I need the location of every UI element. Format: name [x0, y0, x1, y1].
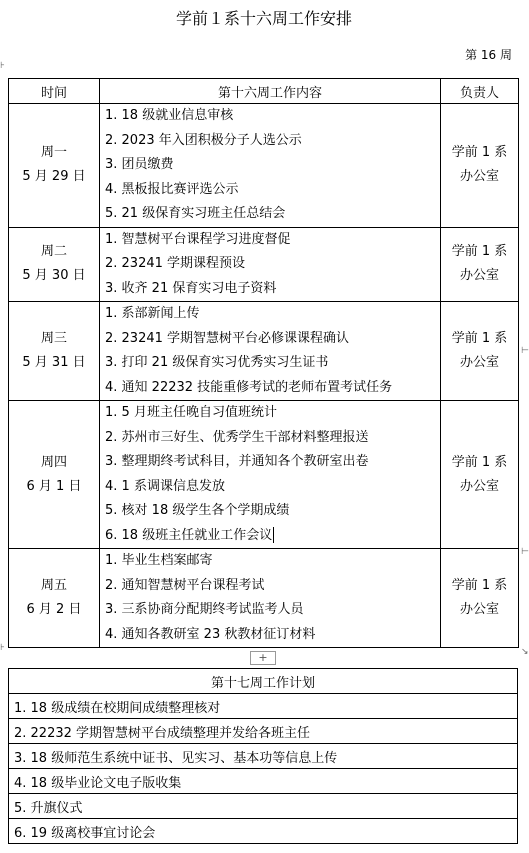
plan-item[interactable]: 6. 19 级离校事宜讨论会 — [9, 819, 518, 844]
owner-cell[interactable] — [441, 549, 519, 648]
day-name: 周五 — [40, 578, 67, 593]
task-item: 2. 23241 学期智慧树平台必修课课程确认 — [105, 330, 350, 346]
task-item: 3. 收齐 21 保育实习电子资料 — [105, 280, 277, 296]
schedule-row-thursday — [9, 401, 519, 549]
plan-item[interactable]: 2. 22232 学期智慧树平台成绩整理并发给各班主任 — [9, 719, 518, 744]
task-item: 5. 21 级保育实习班主任总结会 — [105, 206, 286, 221]
task-item: 3. 三系协商分配期终考试监考人员 — [105, 602, 304, 617]
column-header-owner: 负责人 — [441, 79, 519, 104]
schedule-row-monday — [9, 104, 519, 228]
task-item: 1. 5 月班主任晚自习值班统计 — [105, 405, 277, 420]
tasks-cell[interactable] — [100, 549, 441, 648]
task-item: 1. 毕业生档案邮寄 — [105, 553, 213, 568]
column-resize-handle-icon[interactable]: ⊢ — [521, 547, 529, 557]
tasks-cell[interactable] — [100, 401, 441, 549]
column-header-content: 第十六周工作内容 — [100, 79, 441, 104]
owner-line: 办公室 — [459, 268, 499, 284]
day-date: 5 月 29 日 — [22, 169, 86, 185]
task-item: 2. 苏州市三好生、优秀学生干部材料整理报送 — [105, 429, 369, 445]
table-move-handle-icon[interactable]: ⊦ — [0, 643, 5, 653]
task-item: 4. 1 系调课信息发放 — [105, 478, 225, 494]
owner-line: 办公室 — [459, 355, 499, 370]
day-cell[interactable] — [9, 227, 100, 302]
table-move-handle-icon[interactable]: ⊦ — [0, 61, 5, 71]
task-item: 4. 黑板报比赛评选公示 — [105, 181, 239, 197]
task-item: 1. 智慧树平台课程学习进度督促 — [105, 231, 291, 247]
owner-line: 学前 1 系 — [451, 244, 508, 260]
text-cursor — [273, 527, 274, 543]
task-item: 4. 通知 22232 技能重修考试的老师布置考试任务 — [105, 379, 393, 395]
task-item: 5. 核对 18 级学生各个学期成绩 — [105, 503, 290, 518]
task-text: 6. 18 级班主任就业工作会议 — [105, 527, 273, 543]
owner-line: 学前 1 系 — [451, 145, 508, 161]
task-item: 4. 通知各教研室 23 秋教材征订材料 — [105, 626, 316, 642]
table-resize-handle-icon[interactable]: ↘ — [521, 647, 529, 657]
day-cell[interactable] — [9, 401, 100, 549]
owner-line: 办公室 — [459, 169, 499, 185]
owner-line: 办公室 — [459, 478, 499, 494]
task-item: 3. 打印 21 级保育实习优秀实习生证书 — [105, 355, 329, 370]
column-header-time: 时间 — [9, 79, 100, 104]
task-item: 3. 团员缴费 — [105, 157, 174, 172]
day-date: 5 月 30 日 — [22, 268, 86, 284]
day-name: 周四 — [40, 454, 67, 470]
weekly-schedule-table — [8, 78, 519, 648]
plan-title: 第十七周工作计划 — [9, 669, 518, 694]
plan-item[interactable]: 4. 18 级毕业论文电子版收集 — [9, 769, 518, 794]
column-resize-handle-icon[interactable]: ⊢ — [521, 346, 529, 356]
day-name: 周三 — [40, 331, 67, 346]
day-date: 6 月 2 日 — [26, 602, 82, 617]
task-item: 1. 系部新闻上传 — [105, 306, 200, 321]
day-date: 5 月 31 日 — [22, 355, 86, 370]
tasks-cell[interactable] — [100, 104, 441, 228]
schedule-row-friday — [9, 549, 519, 648]
task-item: 2. 23241 学期课程预设 — [105, 256, 246, 271]
day-name: 周一 — [40, 145, 67, 161]
owner-line: 学前 1 系 — [451, 578, 508, 593]
tasks-cell[interactable] — [100, 302, 441, 401]
task-item: 1. 18 级就业信息审核 — [105, 108, 234, 123]
owner-cell[interactable] — [441, 104, 519, 228]
task-item-with-caret — [105, 524, 440, 549]
owner-line: 学前 1 系 — [451, 454, 508, 470]
day-cell[interactable] — [9, 104, 100, 228]
schedule-header-row — [9, 79, 519, 104]
task-item: 2. 2023 年入团积极分子人选公示 — [105, 132, 302, 148]
next-week-plan-table — [8, 668, 518, 844]
owner-line: 办公室 — [459, 602, 499, 617]
plan-item[interactable]: 3. 18 级师范生系统中证书、见实习、基本功等信息上传 — [9, 744, 518, 769]
day-cell[interactable] — [9, 549, 100, 648]
document-title: 学前１系十六周工作安排 — [175, 9, 352, 28]
add-row-button[interactable]: + — [250, 651, 276, 665]
schedule-row-wednesday — [9, 302, 519, 401]
week-label: 第 16 周 — [465, 48, 512, 62]
owner-cell[interactable] — [441, 401, 519, 549]
owner-line: 学前 1 系 — [451, 331, 508, 346]
task-item: 3. 整理期终考试科目，并通知各个教研室出卷 — [105, 454, 369, 469]
plan-item[interactable]: 5. 升旗仪式 — [9, 794, 518, 819]
tasks-cell[interactable] — [100, 227, 441, 302]
day-date: 6 月 1 日 — [26, 478, 82, 494]
owner-cell[interactable] — [441, 227, 519, 302]
schedule-row-tuesday — [9, 227, 519, 302]
owner-cell[interactable] — [441, 302, 519, 401]
plan-item[interactable]: 1. 18 级成绩在校期间成绩整理核对 — [9, 694, 518, 719]
day-cell[interactable] — [9, 302, 100, 401]
day-name: 周二 — [40, 244, 67, 260]
task-item: 2. 通知智慧树平台课程考试 — [105, 577, 265, 593]
